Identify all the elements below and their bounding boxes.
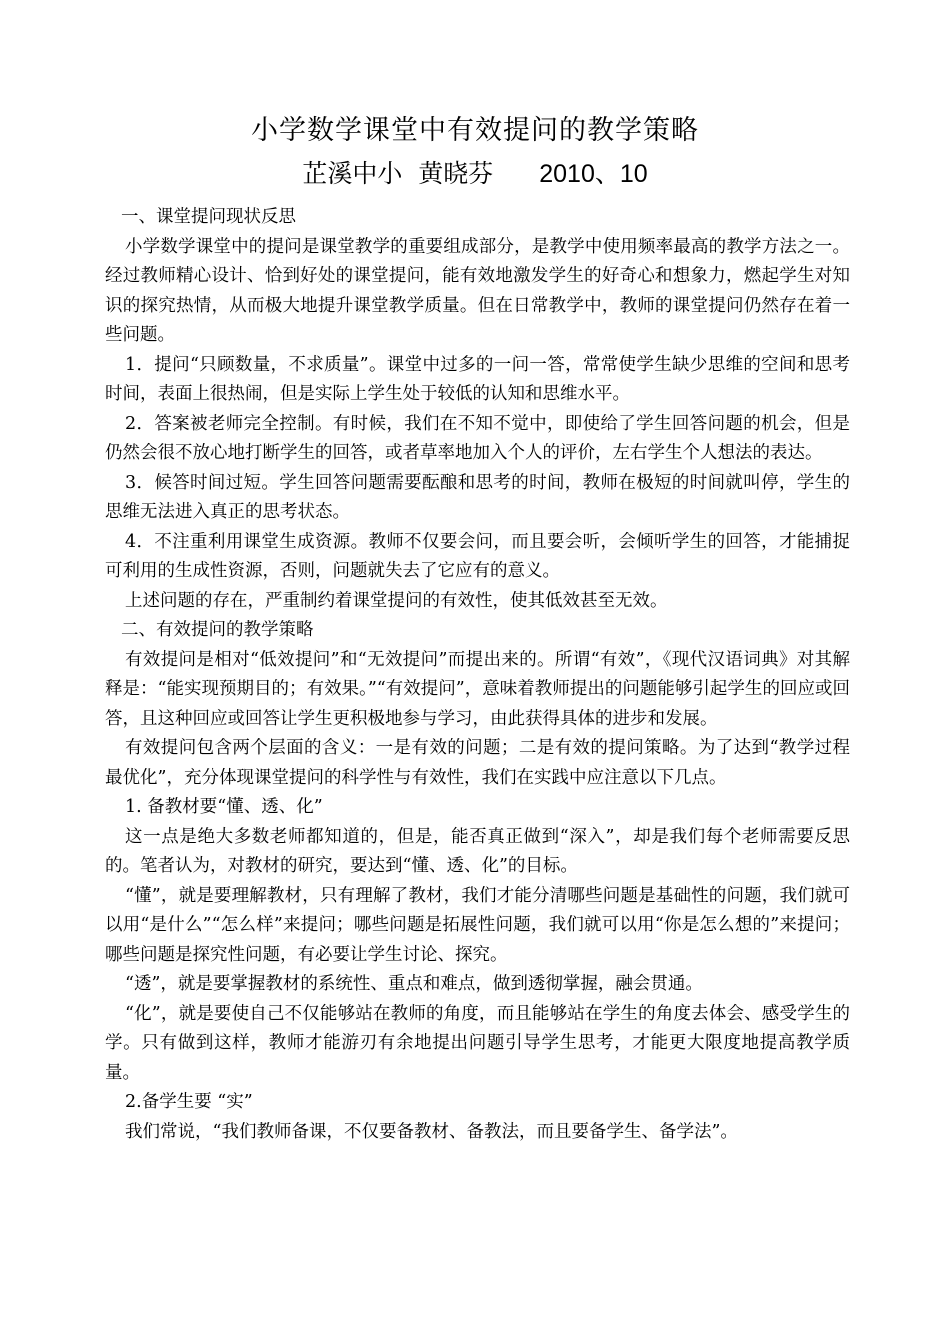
subheading: 1. 备教材要“懂、透、化” — [125, 797, 323, 817]
paragraph: 3．候答时间过短。学生回答问题需要酝酿和思考的时间，教师在极短的时间就叫停，学生的思维无法进入真正的思考状态。 — [105, 472, 850, 522]
document-title: 小学数学课堂中有效提问的教学策略 — [251, 115, 699, 146]
paragraph: 我们常说，“我们教师备课，不仅要备教材、备教法，而且要备学生、备学法”。 — [125, 1121, 738, 1142]
document-byline — [0, 157, 950, 191]
paragraph: 这一点是绝大多数老师都知道的，但是，能否真正做到“深入”，却是我们每个老师需要反思的。笔者认为，对教材的研究，要达到“懂、透、化”的目标。 — [105, 826, 850, 876]
byline-school: 芷溪中小 — [302, 159, 403, 188]
byline-date: 2010、10 — [539, 160, 648, 188]
byline-author: 黄晓芬 — [418, 159, 494, 188]
paragraph: 4．不注重利用课堂生成资源。教师不仅要会问，而且要会听，会倾听学生的回答，才能捕捉可利用的生成性资源，否则，问题就失去了它应有的意义。 — [105, 531, 850, 581]
section-heading-1: 一、课堂提问现状反思 — [121, 207, 296, 227]
paragraph: 有效提问包含两个层面的含义：一是有效的问题；二是有效的提问策略。为了达到“教学过程最优化”，充分体现课堂提问的科学性与有效性，我们在实践中应注意以下几点。 — [105, 738, 850, 788]
paragraph: 小学数学课堂中的提问是课堂教学的重要组成部分，是教学中使用频率最高的教学方法之一。经过教师精心设计、恰到好处的课堂提问，能有效地激发学生的好奇心和想象力，燃起学生对知识的探究热情，从而极大地提升课堂教学质量。但在日常教学中，教师的课堂提问仍然存在着一些问题。 — [105, 236, 850, 345]
paragraph: “懂”，就是要理解教材，只有理解了教材，我们才能分清哪些问题是基础性的问题，我们就可以用“是什么”“怎么样”来提问；哪些问题是拓展性问题，我们就可以用“你是怎么想的”来提问；哪些问题是探究性问题，有必要让学生讨论、探究。 — [105, 885, 850, 965]
paragraph: “化”，就是要使自己不仅能够站在教师的角度，而且能够站在学生的角度去体会、感受学生的学。只有做到这样，教师才能游刃有余地提出问题引导学生思考，才能更大限度地提高教学质量。 — [105, 1003, 850, 1083]
document-body — [105, 203, 850, 1147]
paragraph: 有效提问是相对“低效提问”和“无效提问”而提出来的。所谓“有效”，《现代汉语词典》对其解释是：“能实现预期目的；有效果。”“有效提问”，意味着教师提出的问题能够引起学生的回应或回答，且这种回应或回答让学生更积极地参与学习，由此获得具体的进步和发展。 — [105, 649, 850, 729]
paragraph: 1．提问“只顾数量，不求质量”。课堂中过多的一问一答，常常使学生缺少思维的空间和思考时间，表面上很热闹，但是实际上学生处于较低的认知和思维水平。 — [105, 354, 850, 404]
paragraph: 上述问题的存在，严重制约着课堂提问的有效性，使其低效甚至无效。 — [125, 590, 668, 611]
paragraph: 2．答案被老师完全控制。有时候，我们在不知不觉中，即使给了学生回答问题的机会，但是仍然会很不放心地打断学生的回答，或者草率地加入个人的评价，左右学生个人想法的表达。 — [105, 413, 850, 463]
subheading: 2.备学生要 “实” — [125, 1092, 253, 1112]
paragraph: “透”，就是要掌握教材的系统性、重点和难点，做到透彻掌握，融会贯通。 — [125, 974, 703, 994]
section-heading-2: 二、有效提问的教学策略 — [121, 620, 314, 640]
